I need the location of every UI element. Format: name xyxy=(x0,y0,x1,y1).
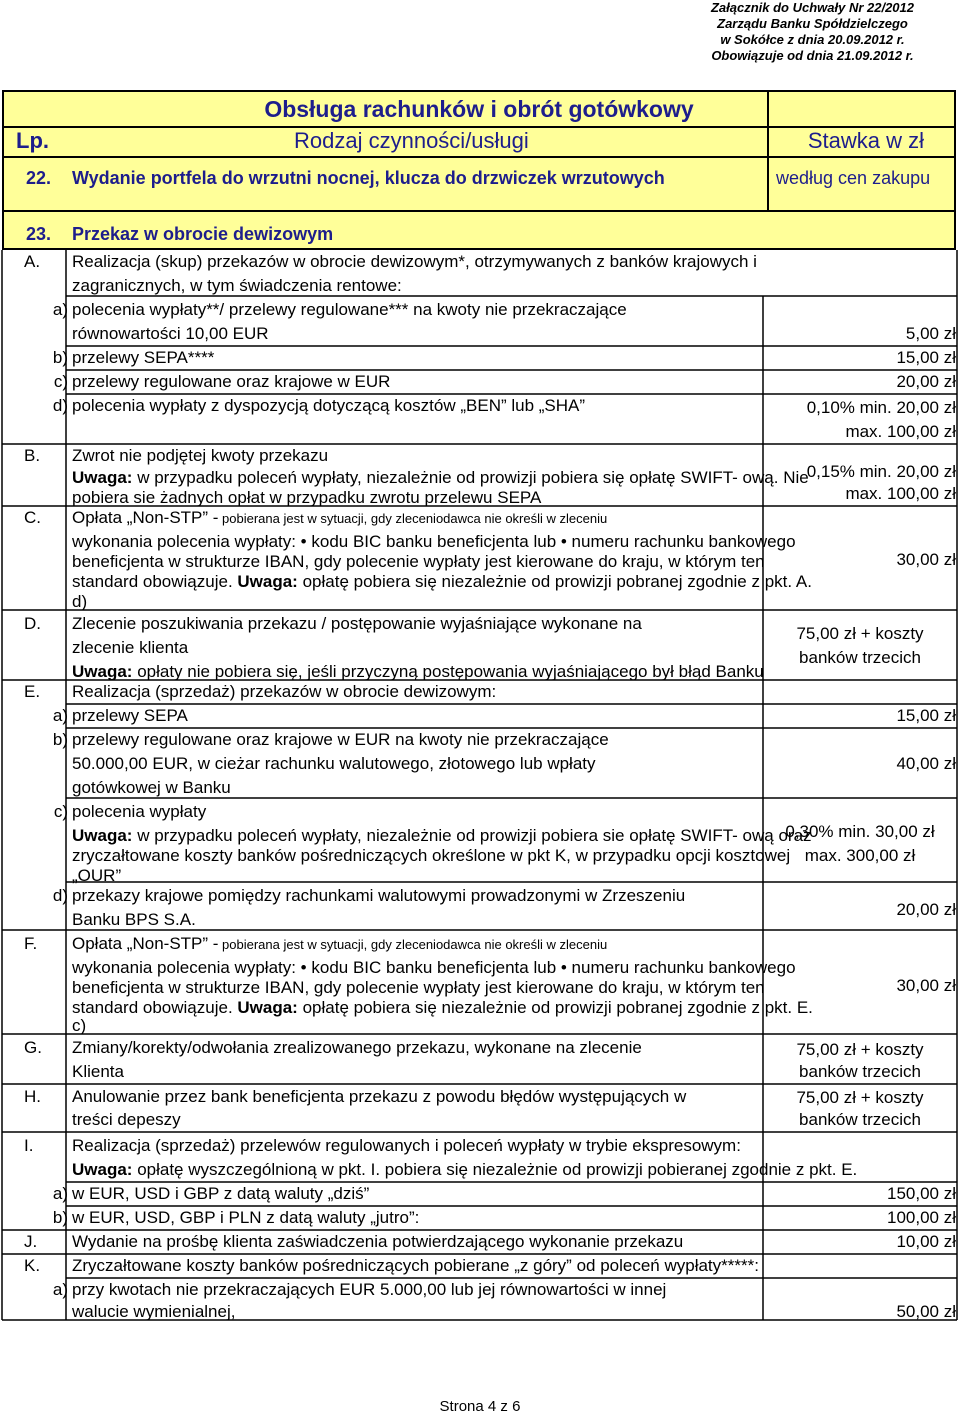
item-f-small-1: pobierana jest w sytuacji, gdy zleceniodawca nie określi w zleceniu xyxy=(218,937,608,952)
item-a-b-rate: 15,00 zł xyxy=(896,348,956,367)
item-i-a-label: a) xyxy=(52,1184,68,1203)
item-c-small-4c: opłatę pobiera się niezależnie od prowizji pobranej zgodnie z pkt. A. xyxy=(297,572,812,591)
column-rodzaj: Rodzaj czynności/usługi xyxy=(294,128,529,153)
item-f-letter: F. xyxy=(24,934,38,953)
item-h-text-1: Anulowanie przez bank beneficjenta przekazu z powodu błędów występujących w xyxy=(72,1087,687,1106)
page-number: Strona 4 z 6 xyxy=(439,1398,521,1415)
item-j-rate: 10,00 zł xyxy=(896,1232,956,1251)
item-i-b-text: w EUR, USD, GBP i PLN z datą waluty „jutro”: xyxy=(72,1208,420,1227)
item-a-a-text-1: polecenia wypłaty**/ przelewy regulowane*** na kwoty nie przekraczające xyxy=(72,300,627,319)
item-e-b-text-2: 50.000,00 EUR, w cieżar rachunku walutowego, złotowego lub wpłaty xyxy=(72,754,596,773)
row-23-number: 23. xyxy=(26,224,52,244)
row-23-text: Przekaz w obrocie dewizowym xyxy=(72,224,334,244)
item-c-letter: C. xyxy=(24,508,41,527)
header-line-2: Zarządu Banku Spółdzielczego xyxy=(717,16,908,31)
item-h-text-2: treści depeszy xyxy=(72,1110,181,1129)
item-i-note-label: Uwaga: xyxy=(72,1160,133,1179)
item-i-a-text: w EUR, USD i GBP z datą waluty „dziś” xyxy=(72,1184,370,1203)
item-e-c-rate-2: max. 300,00 zł xyxy=(804,846,916,865)
item-a-d-rate-2: max. 100,00 zł xyxy=(845,422,956,441)
item-b-rate-1: 0,15% min. 20,00 zł xyxy=(806,462,956,481)
item-g-letter: G. xyxy=(24,1038,42,1057)
item-b-note-1-text: w przypadku poleceń wypłaty, niezależnie od prowizji pobiera się opłatę SWIFT- ową. Nie xyxy=(132,468,809,487)
item-c-small-4a: standard obowiązuje. xyxy=(72,572,238,591)
item-k-a-text-1: przy kwotach nie przekraczających EUR 5.000,00 lub jej równowartości w innej xyxy=(72,1280,667,1299)
item-a-d-label: d) xyxy=(52,396,68,415)
section-heading-band xyxy=(2,90,956,250)
item-f-small-3: beneficjenta w strukturze IBAN, gdy polecenie wypłaty jest kierowane do kraju, w którym ten xyxy=(72,978,765,997)
item-d-note-label: Uwaga: xyxy=(72,662,133,681)
item-e-c-text: polecenia wypłaty xyxy=(72,802,207,821)
item-a-d-rate-1: 0,10% min. 20,00 zł xyxy=(806,398,956,417)
header-note xyxy=(711,0,914,64)
item-a-a-rate: 5,00 zł xyxy=(905,324,956,343)
item-f-small-5: c) xyxy=(72,1016,87,1035)
item-d-rate-1: 75,00 zł + koszty xyxy=(796,624,924,643)
item-f-note-label: Uwaga: xyxy=(237,998,298,1017)
item-i-a-rate: 150,00 zł xyxy=(887,1184,956,1203)
item-a-text-1: Realizacja (skup) przekazów w obrocie dewizowym*, otrzymywanych z banków krajowych i xyxy=(72,252,757,271)
item-j-letter: J. xyxy=(24,1232,38,1251)
item-b-letter: B. xyxy=(24,446,41,465)
item-f-small-4 xyxy=(72,996,813,1020)
item-c-note-label: Uwaga: xyxy=(237,572,298,591)
row-22-rate: według cen zakupu xyxy=(776,168,931,188)
item-d-text-2: zlecenie klienta xyxy=(72,638,189,657)
item-k-text: Zryczałtowane koszty banków pośredniczących pobierane „z góry” od poleceń wypłaty*****: xyxy=(72,1256,759,1275)
item-e-d-text-1: przekazy krajowe pomiędzy rachunkami walutowymi prowadzonymi w Zrzeszeniu xyxy=(72,886,686,905)
item-b-text: Zwrot nie podjętej kwoty przekazu xyxy=(72,446,329,465)
column-lp: Lp. xyxy=(16,128,49,153)
item-j-text: Wydanie na prośbę klienta zaświadczenia potwierdzającego wykonanie przekazu xyxy=(72,1232,684,1251)
item-e-text: Realizacja (sprzedaż) przekazów w obrocie dewizowym: xyxy=(72,682,497,701)
item-c-small-2: wykonania polecenia wypłaty: • kodu BIC banku beneficjenta lub • numeru rachunku bankowego xyxy=(72,532,796,551)
row-22-number: 22. xyxy=(26,168,52,188)
item-e-a-rate: 15,00 zł xyxy=(896,706,956,725)
item-e-b-text-3: gotówkowej w Banku xyxy=(72,778,231,797)
item-c-line-1 xyxy=(72,506,607,530)
row-22-text: Wydanie portfela do wrzutni nocnej, klucza do drzwiczek wrzutowych xyxy=(72,168,665,188)
item-e-a-text: przelewy SEPA xyxy=(72,706,188,725)
header-line-4: Obowiązuje od dnia 21.09.2012 r. xyxy=(711,48,914,63)
item-e-b-rate: 40,00 zł xyxy=(896,754,956,773)
item-f-small-4a: standard obowiązuje. xyxy=(72,998,238,1017)
item-e-b-label: b) xyxy=(52,730,68,749)
item-h-rate-2: banków trzecich xyxy=(799,1110,921,1129)
item-e-d-label: d) xyxy=(52,886,68,905)
item-f-small-4c: opłatę pobiera się niezależnie od prowizji pobranej zgodnie z pkt. E. xyxy=(297,998,813,1017)
item-h-rate-1: 75,00 zł + koszty xyxy=(796,1088,924,1107)
item-g-text-2: Klienta xyxy=(72,1062,124,1081)
item-b-rate-2: max. 100,00 zł xyxy=(845,484,956,503)
item-i-b-rate: 100,00 zł xyxy=(887,1208,956,1227)
item-b-note-2: pobiera sie żadnych opłat w przypadku zwrotu przelewu SEPA xyxy=(72,488,542,507)
item-e-d-text-2: Banku BPS S.A. xyxy=(72,910,196,929)
column-stawka: Stawka w zł xyxy=(807,128,924,153)
item-g-text-1: Zmiany/korekty/odwołania zrealizowanego przekazu, wykonane na zlecenie xyxy=(72,1038,642,1057)
item-i-letter: I. xyxy=(24,1136,34,1155)
item-g-rate-1: 75,00 zł + koszty xyxy=(796,1040,924,1059)
item-i-note xyxy=(72,1158,857,1182)
item-e-c-note-2: zryczałtowane koszty banków pośredniczących określone w pkt K, w przypadku opcji kosztowej xyxy=(72,846,791,865)
item-c-text: Opłata „Non-STP” - xyxy=(72,508,219,527)
item-e-c-note-3: „OUR” xyxy=(72,866,122,885)
item-e-b-text-1: przelewy regulowane oraz krajowe w EUR na kwoty nie przekraczające xyxy=(72,730,609,749)
item-a-text-2: zagranicznych, w tym świadczenia rentowe: xyxy=(72,276,402,295)
item-i-note-text: opłatę wyszczególnioną w pkt. I. pobiera się niezależnie od prowizji pobieranej zgodnie z pkt. E. xyxy=(132,1160,858,1179)
item-a-b-label: b) xyxy=(52,348,68,367)
item-c-small-3: beneficjenta w strukturze IBAN, gdy polecenie wypłaty jest kierowane do kraju, w którym ten xyxy=(72,552,765,571)
item-a-a-text-2: równowartości 10,00 EUR xyxy=(72,324,269,343)
item-e-c-rate-1: 0,30% min. 30,00 zł xyxy=(785,822,935,841)
item-d-letter: D. xyxy=(24,614,41,633)
item-b-note-label: Uwaga: xyxy=(72,468,133,487)
header-line-3: w Sokółce z dnia 20.09.2012 r. xyxy=(720,32,905,47)
item-c-small-4 xyxy=(72,570,812,594)
item-k-a-text-2: walucie wymienialnej, xyxy=(72,1302,236,1321)
item-a-d-text: polecenia wypłaty z dyspozycją dotyczącą kosztów „BEN” lub „SHA” xyxy=(72,396,586,415)
item-k-a-label: a) xyxy=(52,1280,68,1299)
item-h-letter: H. xyxy=(24,1087,41,1106)
item-c-rate: 30,00 zł xyxy=(896,550,956,569)
item-i-text: Realizacja (sprzedaż) przelewów regulowanych i poleceń wypłaty w trybie ekspresowym: xyxy=(72,1136,741,1155)
item-e-c-label: c) xyxy=(53,802,68,821)
item-c-small-5: d) xyxy=(72,592,88,611)
item-f-rate: 30,00 zł xyxy=(896,976,956,995)
item-i-b-label: b) xyxy=(52,1208,68,1227)
item-e-letter: E. xyxy=(24,682,41,701)
item-e-d-rate: 20,00 zł xyxy=(896,900,956,919)
item-e-c-note-1-text: w przypadku poleceń wypłaty, niezależnie od prowizji pobiera sie opłatę SWIFT- ową oraz xyxy=(132,826,812,845)
item-a-letter: A. xyxy=(24,252,41,271)
item-a-a-label: a) xyxy=(52,300,68,319)
item-d-text-1: Zlecenie poszukiwania przekazu / postępowanie wyjaśniające wykonane na xyxy=(72,614,642,633)
item-k-letter: K. xyxy=(24,1256,41,1275)
item-k-a-rate: 50,00 zł xyxy=(896,1302,956,1321)
item-g-rate-2: banków trzecich xyxy=(799,1062,921,1081)
item-d-note-text: opłaty nie pobiera się, jeśli przyczyną postępowania wyjaśniającego był błąd Banku xyxy=(132,662,764,681)
item-c-small-1: pobierana jest w sytuacji, gdy zleceniodawca nie określi w zleceniu xyxy=(218,511,608,526)
item-e-a-label: a) xyxy=(52,706,68,725)
item-a-b-text: przelewy SEPA**** xyxy=(72,348,215,367)
item-f-text: Opłata „Non-STP” - xyxy=(72,934,219,953)
section-title: Obsługa rachunków i obrót gotówkowy xyxy=(264,96,694,122)
item-a-c-label: c) xyxy=(53,372,68,391)
item-a-c-text: przelewy regulowane oraz krajowe w EUR xyxy=(72,372,391,391)
item-e-c-note-label: Uwaga: xyxy=(72,826,133,845)
item-d-rate-2: banków trzecich xyxy=(799,648,921,667)
item-f-small-2: wykonania polecenia wypłaty: • kodu BIC banku beneficjenta lub • numeru rachunku bankowego xyxy=(72,958,796,977)
header-line-1: Załącznik do Uchwały Nr 22/2012 xyxy=(710,0,914,15)
item-a-c-rate: 20,00 zł xyxy=(896,372,956,391)
item-f-line-1 xyxy=(72,932,607,956)
